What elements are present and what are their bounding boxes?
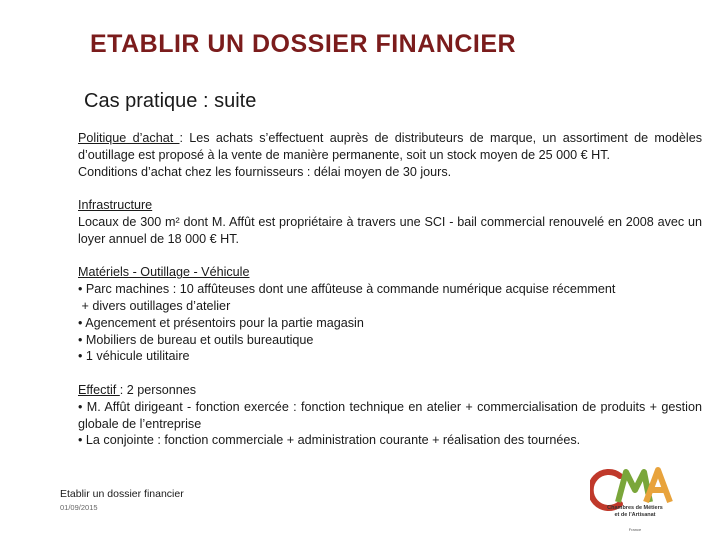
materiels-item: + divers outillages d’atelier (78, 298, 231, 313)
materiels-item: • Parc machines : 10 affûteuses dont une affûteuse à commande numérique acquise récemment (78, 282, 616, 297)
conditions-achat: Conditions d’achat chez les fournisseurs : délai moyen de 30 jours. (78, 164, 452, 179)
section-effectif (78, 382, 702, 449)
infrastructure-text: Locaux de 300 m² dont M. Affût est propriétaire à travers une SCI - bail commercial renouvelé en 2008 avec un loyer annuel de 18 000 € HT. (78, 214, 702, 246)
materiels-label: Matériels - Outillage - Véhicule (78, 265, 250, 280)
infrastructure-label: Infrastructure (78, 198, 153, 213)
materiels-item: • Mobiliers de bureau et outils bureautique (78, 332, 314, 347)
slide-title: ETABLIR UN DOSSIER FINANCIER (90, 30, 517, 58)
logo-tiny-text: France (628, 527, 642, 532)
footer-title: Etablir un dossier financier (60, 488, 184, 500)
politique-paragraph (78, 130, 702, 164)
section-materiels (78, 264, 702, 365)
politique-text: : Les achats s’effectuent auprès de distributeurs de marque, un assortiment de modèles d’outillage est proposé à la vente de manière permanente, soit un stock moyen de 25 000 € HT. (78, 131, 702, 162)
logo-caption-line1: Chambres de Métiers (607, 505, 663, 511)
logo-c-arc (591, 472, 620, 508)
effectif-item: • La conjointe : fonction commerciale + administration courante + réalisation des tournées. (78, 433, 581, 448)
slide-content (78, 130, 702, 466)
section-infrastructure (78, 197, 702, 247)
logo-caption (590, 505, 680, 519)
materiels-item: • Agencement et présentoirs pour la partie magasin (78, 315, 364, 330)
logo-caption-line2: et de l'Artisanat (614, 512, 656, 518)
effectif-text: : 2 personnes (119, 382, 197, 397)
slide-subtitle: Cas pratique : suite (84, 90, 257, 112)
logo-a-shape (646, 470, 670, 502)
effectif-item: • M. Affût dirigeant - fonction exercée : fonction technique en atelier + commercialisation de produits + gestion globale de l’entreprise (78, 399, 702, 431)
politique-label: Politique d’achat (78, 131, 180, 145)
effectif-label: Effectif (78, 382, 120, 397)
footer-date: 01/09/2015 (60, 503, 98, 512)
materiels-item: • 1 véhicule utilitaire (78, 349, 190, 364)
section-politique-achat (78, 130, 702, 180)
